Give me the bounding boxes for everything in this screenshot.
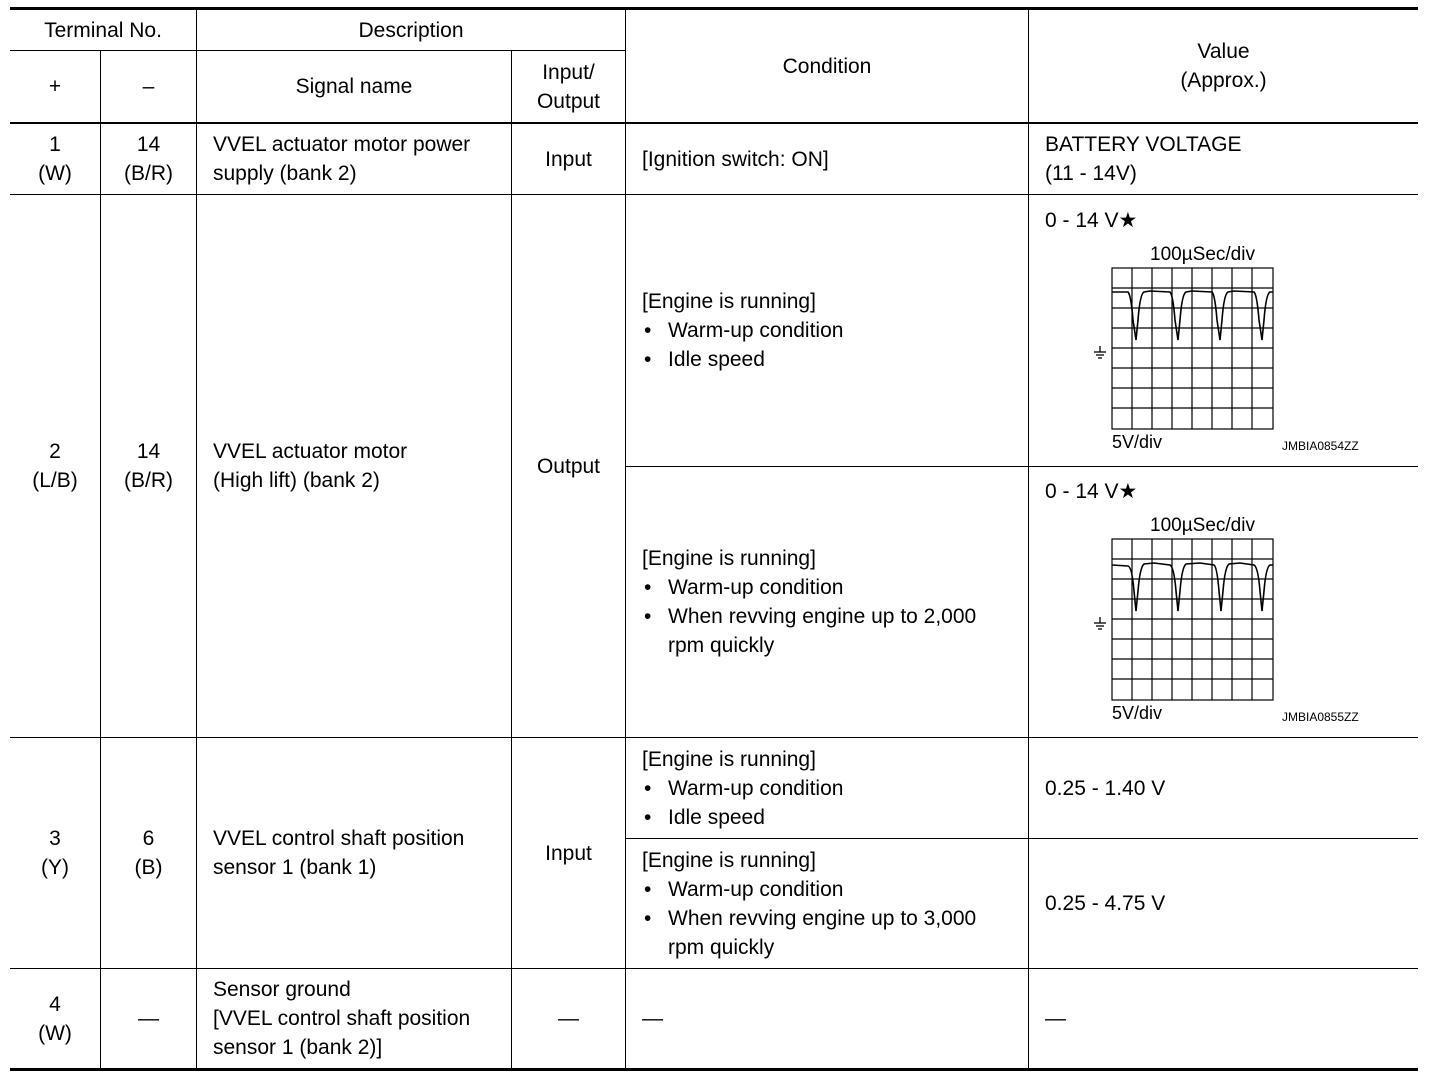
header-condition: Condition xyxy=(782,54,872,78)
row4-signal-name: Sensor ground [VVEL control shaft position sensor 1 (bank 2)] xyxy=(213,978,471,1059)
bullet-continuation: rpm quickly xyxy=(668,935,775,959)
row2-plus-terminal: 2 (L/B) xyxy=(32,440,78,492)
figure-id-2: JMBIA0855ZZ xyxy=(1282,710,1359,724)
bullet-item: • Warm-up condition xyxy=(644,776,844,800)
row1-io: Input xyxy=(545,147,592,171)
bullet-item: • Warm-up condition xyxy=(644,576,844,599)
row3-io: Input xyxy=(545,841,592,865)
row4-value: — xyxy=(1045,1007,1066,1030)
header-plus: + xyxy=(48,75,62,98)
row3-minus-terminal: 6 (B) xyxy=(134,827,163,879)
waveform-graph-2 xyxy=(1090,511,1390,731)
row1-condition: [Ignition switch: ON] xyxy=(642,147,829,171)
bullet-item: • Idle speed xyxy=(644,348,765,371)
row1-plus-terminal: 1 (W) xyxy=(38,133,72,185)
row3a-condition: [Engine is running] • Warm-up condition • Idle speed xyxy=(626,738,1028,838)
header-minus: – xyxy=(142,75,155,98)
bullet-item: • When revving engine up to 3,000 xyxy=(644,906,977,930)
oscilloscope-waveform-1 xyxy=(1090,240,1390,460)
rule-bottom xyxy=(10,1068,1418,1071)
header-input-output: Input/ Output xyxy=(536,60,601,113)
row4-minus-terminal: — xyxy=(138,1007,159,1030)
row3a-value: 0.25 - 1.40 V xyxy=(1045,776,1166,800)
row1-signal-name: VVEL actuator motor power supply (bank 2) xyxy=(213,133,471,185)
header-signal-name: Signal name xyxy=(295,75,413,98)
row2b-condition: [Engine is running] • Warm-up condition • When revving engine up to 2,000 rpm quickly xyxy=(626,467,1028,737)
row4-io: — xyxy=(558,1007,579,1030)
row1-value: BATTERY VOLTAGE (11 - 14V) xyxy=(1045,133,1242,185)
row2-signal-name: VVEL actuator motor (High lift) (bank 2) xyxy=(213,440,408,492)
volt-div-label-1: 5V/div xyxy=(1112,432,1163,452)
bullet-item: • Warm-up condition xyxy=(644,319,844,342)
ground-symbol-icon xyxy=(1094,346,1106,358)
bullet-item: • Idle speed xyxy=(644,805,765,829)
row2-io: Output xyxy=(536,454,601,478)
row2b-value: 0 - 14 V★ xyxy=(1045,480,1138,503)
row3b-condition: [Engine is running] • Warm-up condition • When revving engine up to 3,000 rpm quickly xyxy=(626,839,1028,968)
row3b-value: 0.25 - 4.75 V xyxy=(1045,892,1166,915)
row2-minus-terminal: 14 (B/R) xyxy=(124,440,173,492)
header-terminal-no: Terminal No. xyxy=(44,18,162,42)
row3-plus-terminal: 3 (Y) xyxy=(41,827,69,879)
bullet-continuation: rpm quickly xyxy=(668,634,775,657)
bullet-item: • When revving engine up to 2,000 xyxy=(644,605,977,628)
oscilloscope-waveform-2 xyxy=(1090,511,1390,731)
time-div-label-2: 100µSec/div xyxy=(1150,515,1255,536)
row3-signal-name: VVEL control shaft position sensor 1 (bank 1) xyxy=(213,827,465,879)
waveform-graph-1 xyxy=(1090,240,1390,460)
volt-div-label-2: 5V/div xyxy=(1112,703,1163,723)
row2a-condition: [Engine is running] • Warm-up condition • Idle speed xyxy=(626,195,1028,466)
row4-condition: — xyxy=(642,1007,663,1030)
row1-minus-terminal: 14 (B/R) xyxy=(124,133,173,185)
row2a-value: 0 - 14 V★ xyxy=(1045,209,1138,232)
header-description: Description xyxy=(358,18,464,42)
bullet-item: • Warm-up condition xyxy=(644,877,844,901)
row4-plus-terminal: 4 (W) xyxy=(38,992,72,1045)
ground-symbol-icon xyxy=(1094,617,1106,629)
header-value: Value (Approx.) xyxy=(1180,40,1267,92)
figure-id-1: JMBIA0854ZZ xyxy=(1282,439,1359,453)
time-div-label-1: 100µSec/div xyxy=(1150,244,1255,265)
